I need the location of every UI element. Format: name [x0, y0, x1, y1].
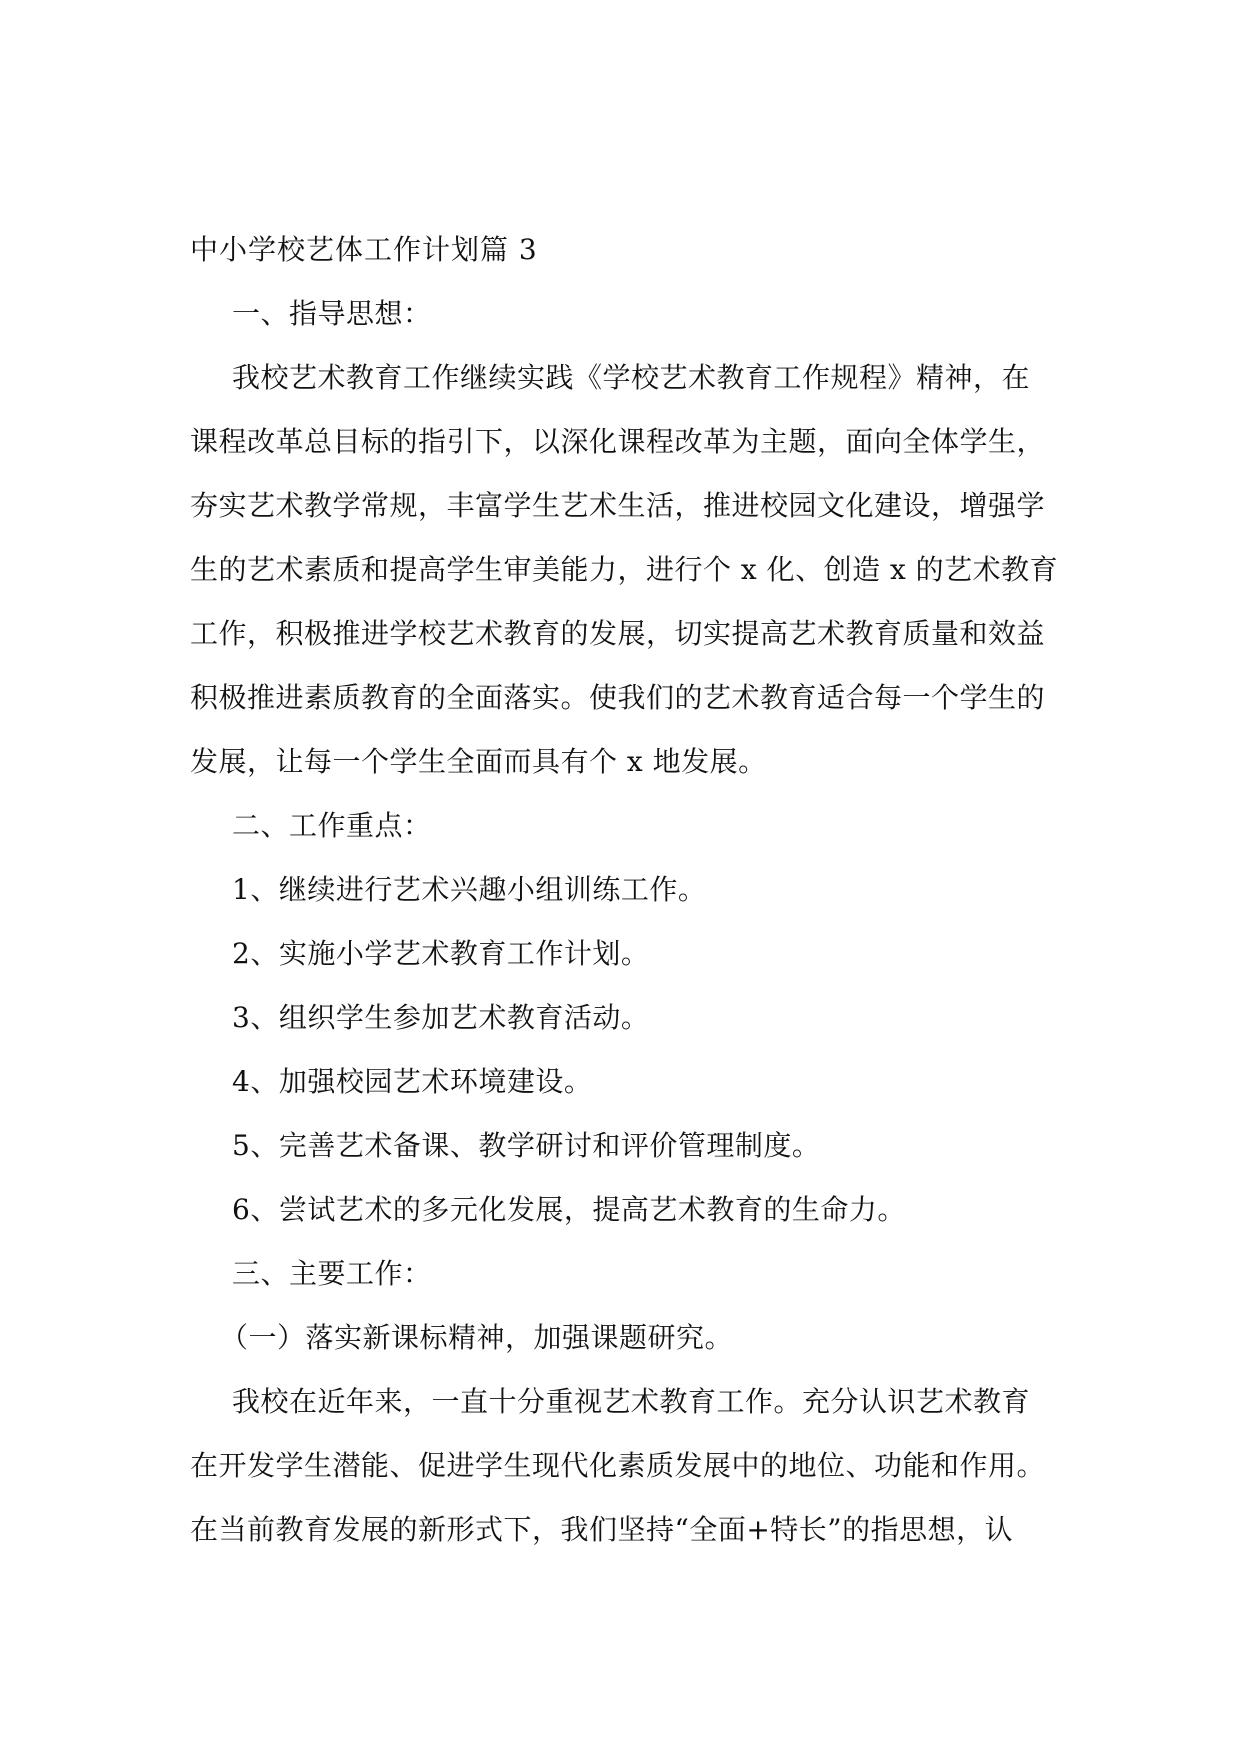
list-item: 1、继续进行艺术兴趣小组训练工作。: [232, 873, 707, 906]
list-item: 5、完善艺术备课、教学研讨和评价管理制度。: [232, 1129, 821, 1162]
paragraph-line: 工作，积极推进学校艺术教育的发展，切实提高艺术教育质量和效益: [190, 617, 1046, 650]
paragraph-line: 夯实艺术教学常规，丰富学生艺术生活，推进校园文化建设，增强学: [190, 489, 1046, 522]
paragraph-line: 生的艺术素质和提高学生审美能力，进行个 x 化、创造 x 的艺术教育: [190, 553, 1059, 586]
list-item: 6、尝试艺术的多元化发展，提高艺术教育的生命力。: [232, 1193, 906, 1226]
paragraph-line: 课程改革总目标的指引下，以深化课程改革为主题，面向全体学生，: [190, 425, 1046, 458]
document-title: 中小学校艺体工作计划篇 3: [190, 233, 538, 266]
section-heading-guiding-ideology: 一、指导思想：: [232, 297, 432, 330]
list-item: 3、组织学生参加艺术教育活动。: [232, 1001, 650, 1034]
paragraph-line: 发展，让每一个学生全面而具有个 x 地发展。: [190, 745, 767, 778]
list-item: 2、实施小学艺术教育工作计划。: [232, 937, 650, 970]
subsection-heading: （一）落实新课标精神，加强课题研究。: [220, 1321, 734, 1354]
paragraph-line: 在当前教育发展的新形式下，我们坚持“全面+特长”的指思想，认: [190, 1513, 1014, 1546]
section-heading-work-focus: 二、工作重点：: [232, 809, 432, 842]
list-item: 4、加强校园艺术环境建设。: [232, 1065, 593, 1098]
paragraph-line: 积极推进素质教育的全面落实。使我们的艺术教育适合每一个学生的: [190, 681, 1046, 714]
document-body: [190, 226, 1060, 1562]
section-heading-main-work: 三、主要工作：: [232, 1257, 432, 1290]
paragraph-line: 在开发学生潜能、促进学生现代化素质发展中的地位、功能和作用。: [190, 1449, 1046, 1482]
paragraph-line: 我校艺术教育工作继续实践《学校艺术教育工作规程》精神，在: [232, 361, 1031, 394]
paragraph-line: 我校在近年来，一直十分重视艺术教育工作。充分认识艺术教育: [232, 1385, 1031, 1418]
